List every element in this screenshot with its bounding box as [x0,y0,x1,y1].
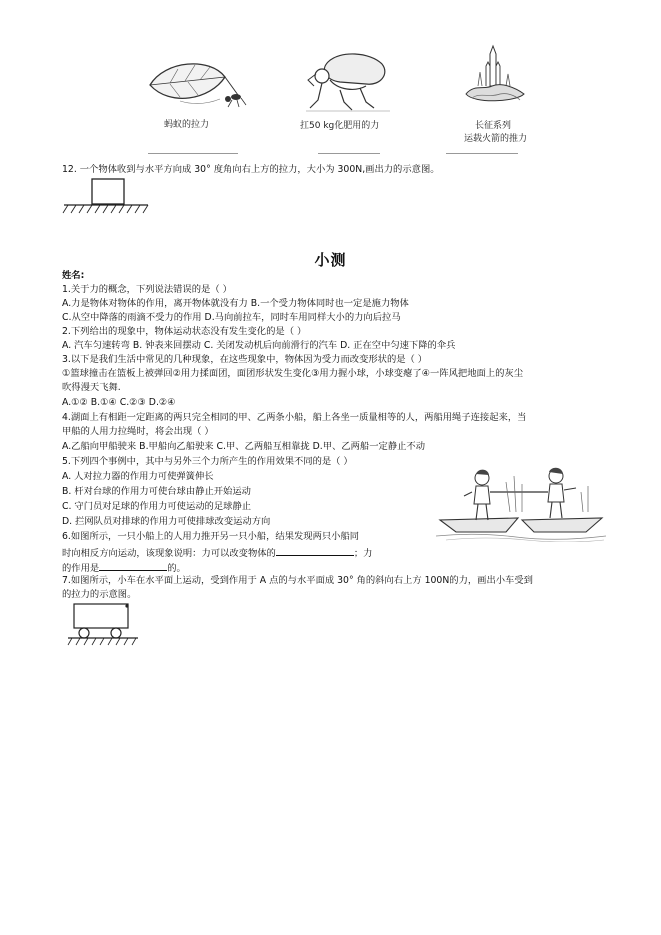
q6-line3-text: 的作用是 [62,563,100,574]
ant-leaf-figure [140,55,250,110]
q6-line3-tail: 的。 [167,563,186,574]
man-carrying-sack-figure [300,50,395,112]
figure-underline [318,153,380,154]
q3-items-line1: ①篮球撞击在篮板上被弹回②用力揉面团，面团形状发生变化③用力握小球，小球变瘪了④一阵风把地面上的灰尘 [62,368,523,379]
quiz-title: 小测 [314,251,347,269]
q7-line1: 7.如图所示，小车在水平面上运动，受到作用于 A 点的与水平面成 30° 角的斜向右上方 100N的力，画出小车受到 [62,575,533,586]
figure-underline [446,153,518,154]
q3-options: A.①② B.①④ C.②③ D.②④ [62,397,176,408]
q6-line2-text: 时向相反方向运动，该现象说明：力可以改变物体的 [62,548,276,559]
q1-options-ab: A.力是物体对物体的作用，离开物体就没有力 B.一个受力物体同时也一定是施力物体 [62,298,409,309]
q4-stem: 4.湖面上有相距一定距离的两只完全相同的甲、乙两条小船，船上各坐一质量相等的人，两船用绳子连接起来，当 [62,412,527,423]
rocket-launch-figure [460,42,530,110]
q1-stem: 1.关于力的概念，下列说法错误的是（ ） [62,284,232,295]
block-on-ground-figure [60,176,152,218]
q12-text: 12. 一个物体收到与水平方向成 30° 度角向右上方的拉力，大小为 300N,画出力的示意图。 [62,164,440,175]
q3-items-line2: 吹得漫天飞舞. [62,382,121,393]
answer-blank[interactable] [99,560,167,571]
q2-stem: 2.下列给出的现象中，物体运动状态没有发生变化的是（ ） [62,326,307,337]
figure-caption: 运载火箭的推力 [464,134,528,144]
figure-caption: 扛50 kg化肥用的力 [300,121,380,131]
q7-line2: 的拉力的示意图。 [62,589,137,600]
figure-caption: 蚂蚁的拉力 [164,120,210,130]
answer-blank[interactable] [276,545,354,556]
cart-figure [64,602,144,650]
q4-stem-cont: 甲船的人用力拉绳时，将会出现（ ） [62,426,214,437]
q6-line3 [62,560,186,575]
q1-options-cd: C.从空中降落的雨滴不受力的作用 D.马向前拉车，同时车用同样大小的力向后拉马 [62,312,401,323]
q4-options: A.乙船向甲船驶来 B.甲船向乙船驶来 C.甲、乙两船互相靠拢 D.甲、乙两船一定静止不动 [62,441,426,452]
figure-caption: 长征系列 [475,121,512,131]
q6-line1: 6.如图所示，一只小船上的人用力推开另一只小船，结果发现两只小船同 [62,531,360,542]
q5-option-d: D. 拦网队员对排球的作用力可使排球改变运动方向 [62,516,271,527]
q2-options: A. 汽车匀速转弯 B. 钟表来回摆动 C. 关闭发动机后向前滑行的汽车 D. 正在空中匀速下降的伞兵 [62,340,456,351]
q5-option-c: C. 守门员对足球的作用力可使运动的足球静止 [62,501,252,512]
q5-option-b: B. 杆对台球的作用力可使台球由静止开始运动 [62,486,251,497]
q3-stem: 3.以下是我们生活中常见的几种现象，在这些现象中，物体因为受力而改变形状的是（ ） [62,354,428,365]
figure-underline [148,153,238,154]
q6-line2 [62,545,372,560]
q6-line2-tail: ；力 [353,548,373,559]
q5-stem: 5.下列四个事例中，其中与另外三个力所产生的作用效果不同的是（ ） [62,456,353,467]
q5-option-a: A. 人对拉力器的作用力可使弹簧伸长 [62,471,214,482]
name-label: 姓名: [62,270,85,281]
two-boats-figure [436,462,606,542]
